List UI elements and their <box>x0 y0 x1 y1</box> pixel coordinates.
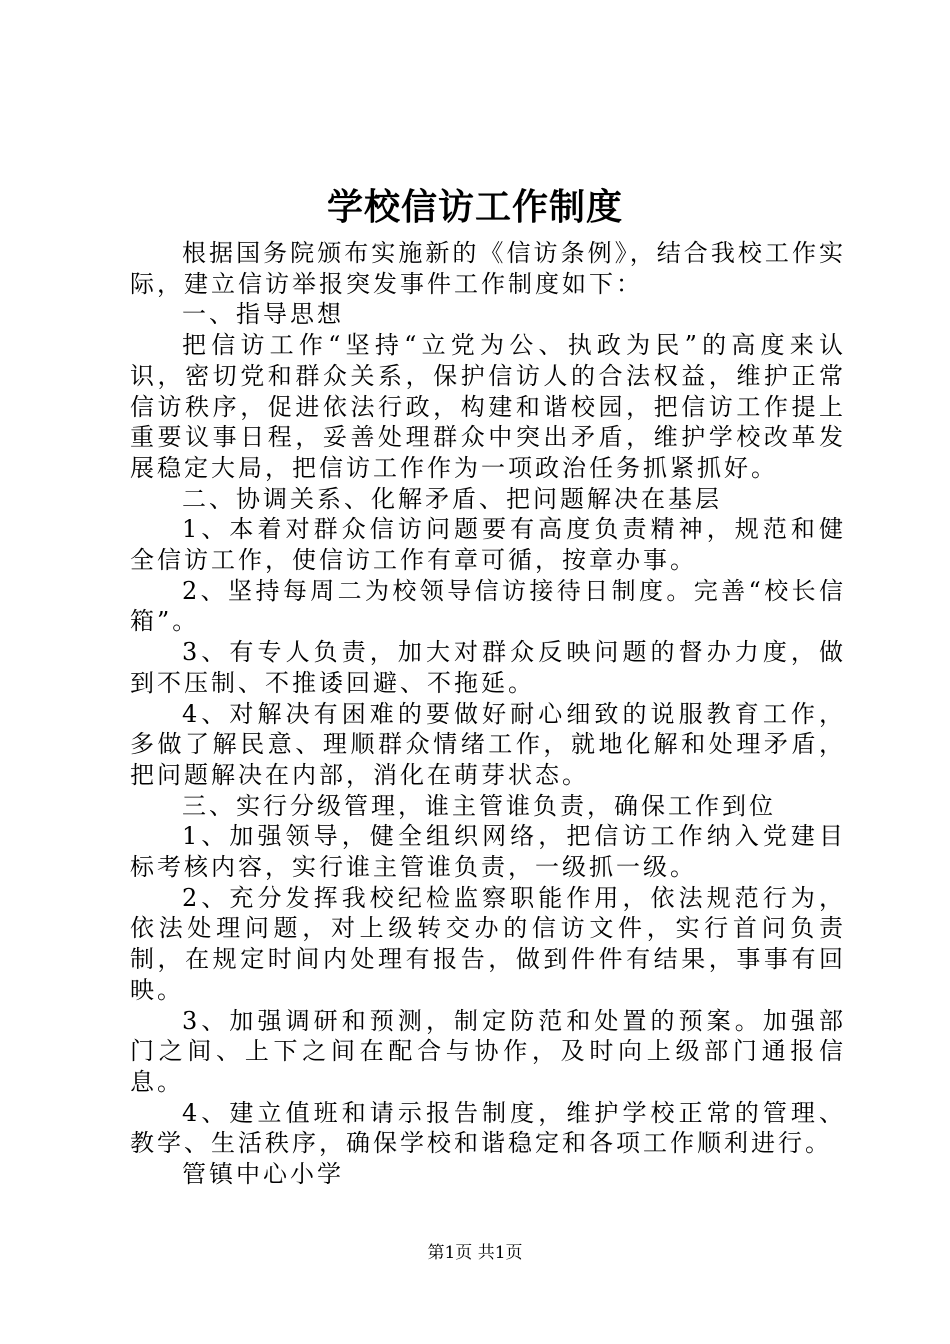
section-3-item-2: 2、充分发挥我校纪检监察职能作用，依法规范行为，依法处理问题，对上级转交办的信访文件，实行首问负责制，在规定时间内处理有报告，做到件件有结果，事事有回映。 <box>130 883 846 1004</box>
section-3-item-3: 3、加强调研和预测，制定防范和处置的预案。加强部门之间、上下之间在配合与协作，及时向上级部门通报信息。 <box>130 1006 846 1096</box>
signature-school-name: 管镇中心小学 <box>182 1160 344 1189</box>
document-title: 学校信访工作制度 <box>326 186 623 228</box>
section-3-item-1: 1、加强领导，健全组织网络，把信访工作纳入党建目标考核内容，实行谁主管谁负责，一级抓一级。 <box>130 822 846 882</box>
section-2-item-1: 1、本着对群众信访问题要有高度负责精神，规范和健全信访工作，使信访工作有章可循，按章办事。 <box>130 515 846 575</box>
section-2-item-4: 4、对解决有困难的要做好耐心细致的说服教育工作，多做了解民意、理顺群众情绪工作，就地化解和处理矛盾，把问题解决在内部，消化在萌芽状态。 <box>130 699 846 789</box>
section-heading-2: 二、协调关系、化解矛盾、把问题解决在基层 <box>182 484 722 513</box>
document-body <box>130 238 846 1190</box>
section-heading-3: 三、实行分级管理，谁主管谁负责，确保工作到位 <box>182 791 776 820</box>
section-2-item-2: 2、坚持每周二为校领导信访接待日制度。完善“校长信箱”。 <box>130 576 846 636</box>
section-3-item-4: 4、建立值班和请示报告制度，维护学校正常的管理、教学、生活秩序，确保学校和谐稳定和各项工作顺利进行。 <box>130 1098 846 1158</box>
page-footer: 第1页 共1页 <box>427 1243 523 1263</box>
section-heading-1: 一、指导思想 <box>182 300 344 329</box>
section-2-item-3: 3、有专人负责，加大对群众反映问题的督办力度，做到不压制、不推诿回避、不拖延。 <box>130 638 846 697</box>
intro-paragraph: 根据国务院颁布实施新的《信访条例》，结合我校工作实际，建立信访举报突发事件工作制度如下： <box>130 239 846 298</box>
section-1-paragraph: 把信访工作“坚持“立党为公、执政为民”的高度来认识，密切党和群众关系，保护信访人的合法权益，维护正常信访秩序，促进依法行政，构建和谐校园，把信访工作提上重要议事日程，妥善处理群众中突出矛盾，维护学校改革发展稳定大局，把信访工作作为一项政治任务抓紧抓好。 <box>130 331 846 482</box>
